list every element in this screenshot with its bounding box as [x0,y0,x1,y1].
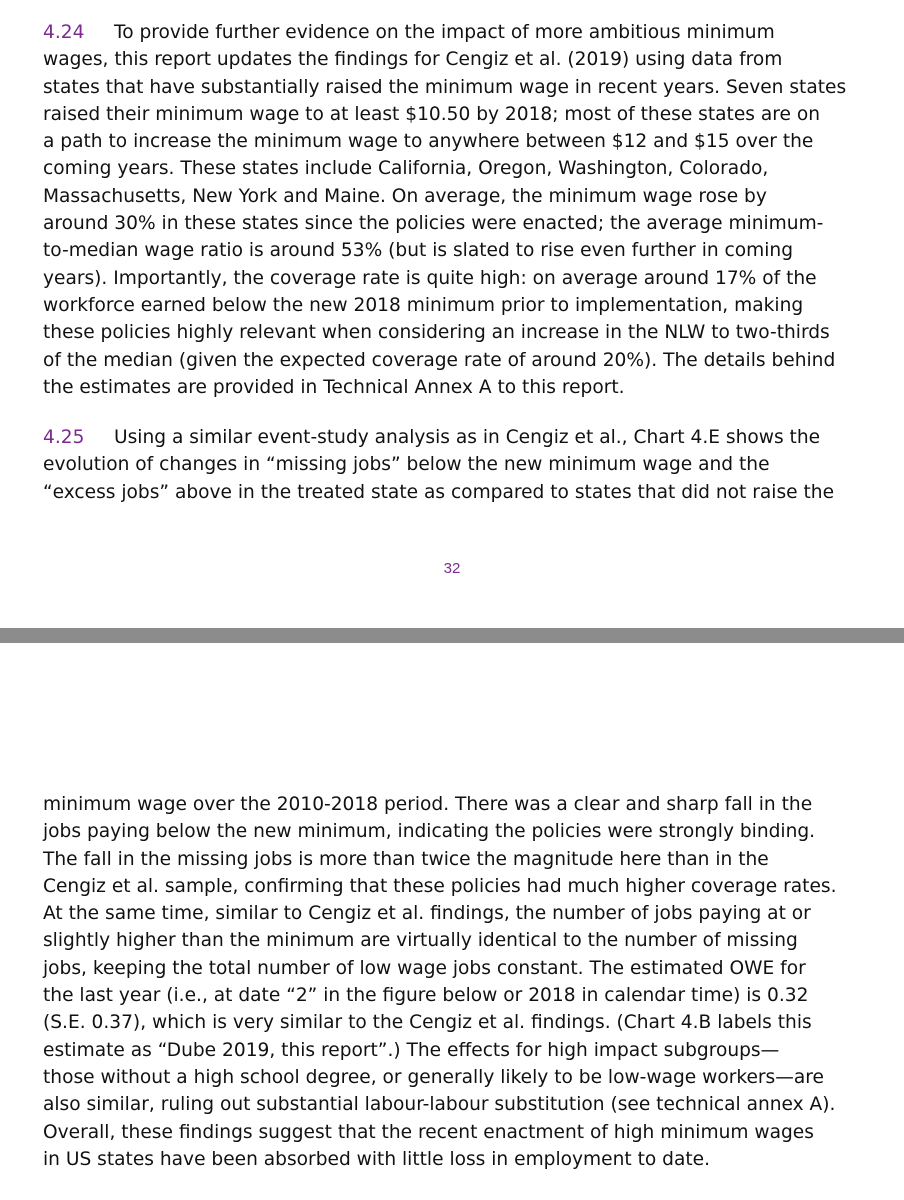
paragraph-line: wages, this report updates the findings for Cengiz et al. (2019) using data from [43,49,783,71]
paragraph-line: a path to increase the minimum wage to anywhere between $12 and $15 over the [43,131,814,153]
paragraph-line: minimum wage over the 2010-2018 period. There was a clear and sharp fall in the [43,794,813,815]
paragraph-line: to-median wage ratio is around 53% (but is slated to rise even further in coming [43,240,794,262]
paragraph-line: jobs paying below the new minimum, indicating the policies were strongly binding. [43,821,816,843]
paragraph-line: evolution of changes in “missing jobs” below the new minimum wage and the [43,454,770,476]
paragraph-line: of the median (given the expected coverage rate of around 20%). The details behind [43,349,836,371]
paragraph-line: around 30% in these states since the policies were enacted; the average minimum- [43,213,824,235]
paragraph-line: Massachusetts, New York and Maine. On average, the minimum wage rose by [43,185,767,207]
paragraph-line: also similar, ruling out substantial labour-labour substitution (see technical annex A). [43,1094,836,1116]
paragraph-line: slightly higher than the minimum are virtually identical to the number of missing [43,930,798,952]
paragraph-text: Using a similar event-study analysis as in Cengiz et al., Chart 4.E shows the [114,427,821,448]
paragraph-line: in US states have been absorbed with little loss in employment to date. [43,1148,710,1170]
paragraph-line: years). Importantly, the coverage rate is quite high: on average around 17% of the [43,267,817,289]
paragraph-line: jobs, keeping the total number of low wage jobs constant. The estimated OWE for [43,957,806,979]
paragraph-text: To provide further evidence on the impact of more ambitious minimum [114,22,775,43]
paragraph-number: 4.25 [43,427,85,448]
paragraph-line: workforce earned below the new 2018 minimum prior to implementation, making [43,294,804,316]
paragraph-line [43,424,833,451]
paragraph-line: the last year (i.e., at date “2” in the figure below or 2018 in calendar time) is 0.32 [43,985,809,1007]
paragraph-line: estimate as “Dube 2019, this report”.) The effects for high impact subgroups— [43,1039,780,1061]
paragraph-number: 4.24 [43,22,85,43]
paragraph-line: those without a high school degree, or generally likely to be low-wage workers—are [43,1066,824,1088]
paragraph-4-25-continued [43,791,837,1173]
paragraph-line [43,19,833,46]
paragraph-line: these policies highly relevant when considering an increase in the NLW to two-thirds [43,322,830,344]
page-number: 32 [443,560,461,577]
paragraph-line: The fall in the missing jobs is more than twice the magnitude here than in the [43,848,769,870]
paragraph-line: raised their minimum wage to at least $10.50 by 2018; most of these states are on [43,103,821,125]
paragraph-line: (S.E. 0.37), which is very similar to the Cengiz et al. findings. (Chart 4.B labels this [43,1012,812,1034]
paragraph-line: coming years. These states include California, Oregon, Washington, Colorado, [43,158,769,180]
paragraph-4-24 [43,19,847,401]
page-separator [0,628,904,643]
paragraph-line: the estimates are provided in Technical Annex A to this report. [43,376,625,398]
paragraph-line: states that have substantially raised the minimum wage in recent years. Seven states [43,76,847,98]
paragraph-line: At the same time, similar to Cengiz et al. findings, the number of jobs paying at or [43,903,811,925]
paragraph-line: Cengiz et al. sample, confirming that these policies had much higher coverage rates. [43,875,837,897]
paragraph-line: Overall, these findings suggest that the recent enactment of high minimum wages [43,1121,814,1143]
paragraph-4-25 [43,424,833,506]
paragraph-line: “excess jobs” above in the treated state as compared to states that did not raise the [43,481,835,503]
